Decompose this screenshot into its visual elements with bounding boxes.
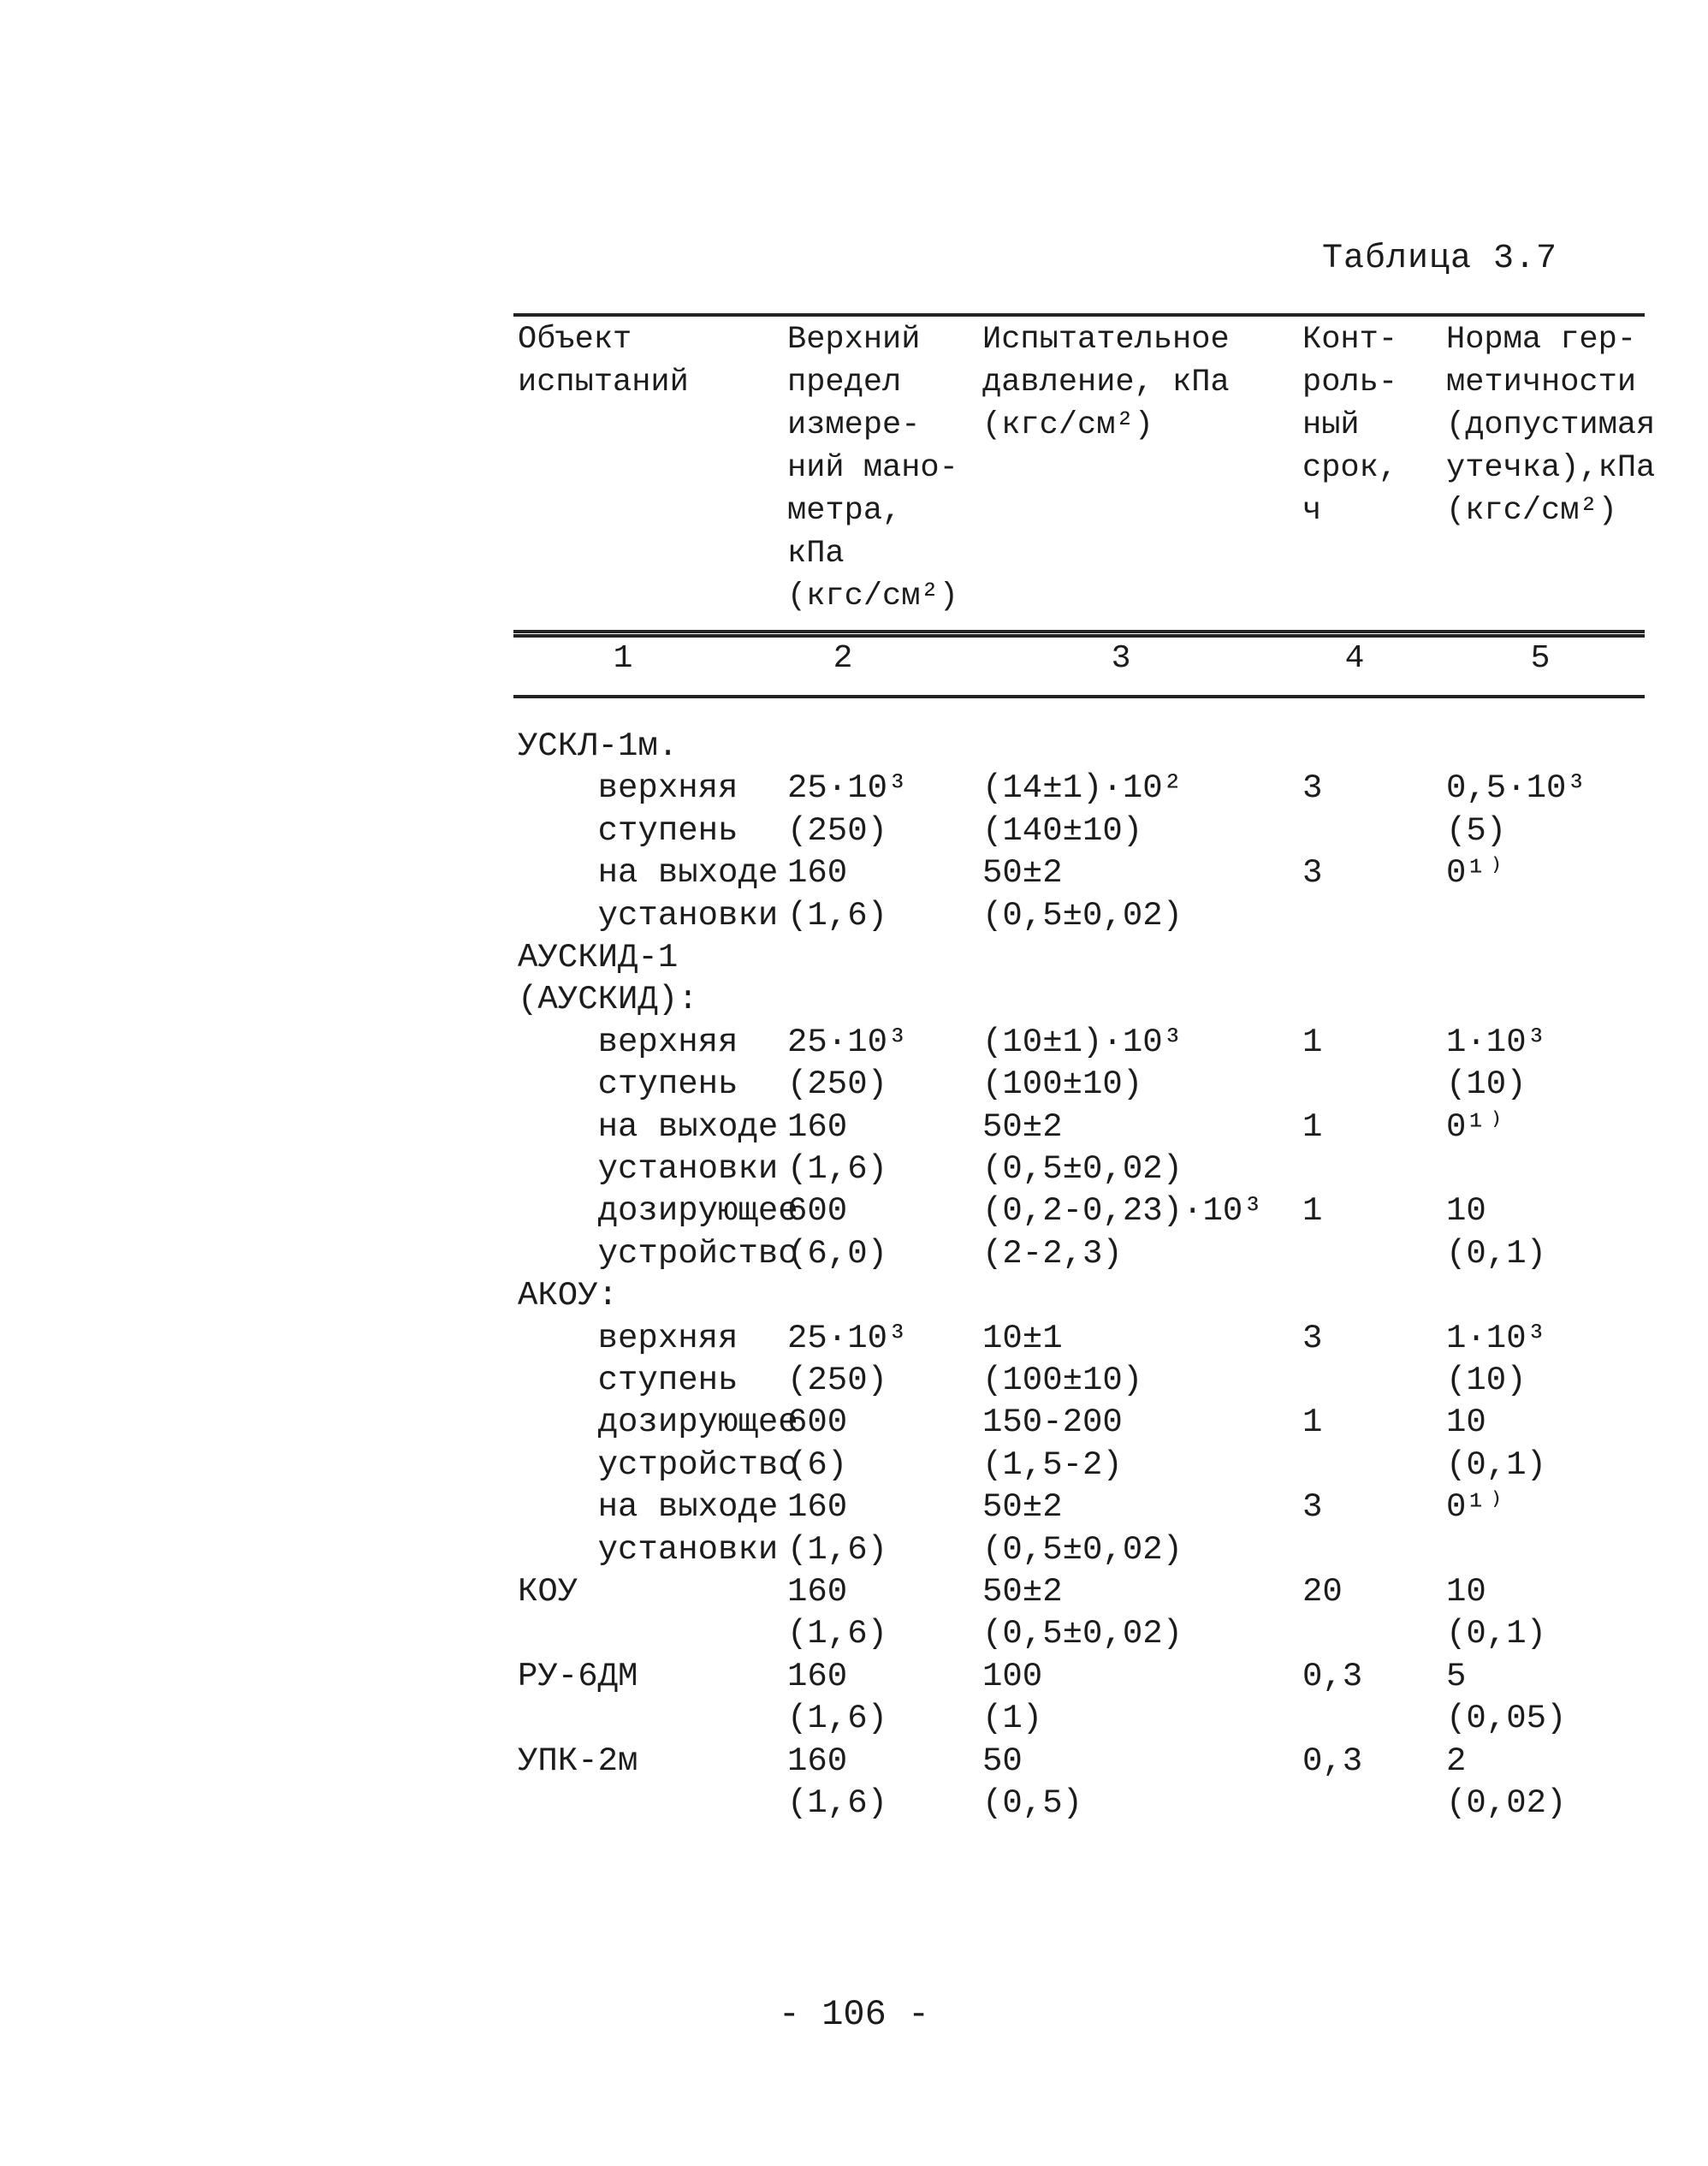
- cell-leak-norm: 1·10³: [1446, 1023, 1547, 1061]
- cell-upper-limit: 160: [787, 854, 848, 893]
- header-bottom-rule: [513, 630, 1645, 633]
- cell-leak-norm: (0,05): [1446, 1700, 1567, 1738]
- cell-object: на выходе: [518, 1488, 779, 1527]
- cell-control-time: 1: [1302, 1192, 1323, 1231]
- cell-test-pressure: (0,5±0,02): [982, 1530, 1183, 1569]
- cell-object: устройство: [518, 1234, 798, 1273]
- cell-object: УПК-2м: [518, 1742, 638, 1780]
- cell-leak-norm: 10: [1446, 1573, 1486, 1611]
- table-top-rule: [513, 313, 1645, 317]
- cell-upper-limit: 25·10³: [787, 1023, 908, 1061]
- cell-test-pressure: 50±2: [982, 1107, 1063, 1146]
- cell-test-pressure: 100: [982, 1657, 1043, 1695]
- cell-test-pressure: (1): [982, 1700, 1043, 1738]
- cell-upper-limit: (1,6): [787, 1150, 888, 1188]
- cell-object: ступень: [518, 1065, 738, 1104]
- cell-test-pressure: 150-200: [982, 1403, 1123, 1442]
- cell-upper-limit: (1,6): [787, 896, 888, 935]
- cell-leak-norm: (0,1): [1446, 1234, 1547, 1273]
- header-upper-limit: Верхний предел измере- ний мано- метра, кПа (кгс/см²): [787, 322, 958, 614]
- header-bottom-rule-2: [513, 634, 1645, 638]
- cell-test-pressure: (100±10): [982, 1065, 1143, 1104]
- cell-object: дозирующее: [518, 1192, 798, 1231]
- cell-leak-norm: 0,5·10³: [1446, 769, 1586, 808]
- cell-leak-norm: (0,1): [1446, 1615, 1547, 1653]
- header-test-pressure: Испытательное давление, кПа (кгс/см²): [982, 322, 1230, 443]
- column-number-5: 5: [1530, 640, 1551, 677]
- header-object: Объект испытаний: [518, 322, 689, 401]
- cell-test-pressure: (0,5±0,02): [982, 1615, 1183, 1653]
- page-number: - 106 -: [778, 1994, 930, 2035]
- cell-object: АКОУ:: [518, 1277, 619, 1315]
- cell-test-pressure: (0,5±0,02): [982, 1150, 1183, 1188]
- cell-object: установки: [518, 1530, 779, 1569]
- cell-test-pressure: (1,5-2): [982, 1445, 1123, 1484]
- cell-object: ступень: [518, 811, 738, 850]
- cell-upper-limit: 600: [787, 1403, 848, 1442]
- cell-control-time: 1: [1302, 1023, 1323, 1061]
- cell-object: РУ-6ДМ: [518, 1657, 638, 1695]
- cell-object: КОУ: [518, 1573, 578, 1611]
- cell-test-pressure: (0,5±0,02): [982, 896, 1183, 935]
- cell-upper-limit: 160: [787, 1488, 848, 1527]
- column-number-1: 1: [613, 640, 633, 677]
- cell-upper-limit: 25·10³: [787, 1319, 908, 1357]
- cell-control-time: 0,3: [1302, 1657, 1363, 1695]
- cell-control-time: 0,3: [1302, 1742, 1363, 1780]
- cell-test-pressure: 50: [982, 1742, 1023, 1780]
- cell-leak-norm: 0¹⁾: [1446, 1107, 1507, 1146]
- cell-leak-norm: 5: [1446, 1657, 1467, 1695]
- cell-test-pressure: (100±10): [982, 1362, 1143, 1399]
- cell-leak-norm: (10): [1446, 1065, 1527, 1104]
- cell-object: верхняя: [518, 1023, 738, 1061]
- cell-test-pressure: (10±1)·10³: [982, 1023, 1183, 1061]
- cell-upper-limit: 160: [787, 1657, 848, 1695]
- cell-test-pressure: 50±2: [982, 1573, 1063, 1611]
- cell-control-time: 3: [1302, 854, 1323, 893]
- cell-object: на выходе: [518, 1107, 779, 1146]
- cell-control-time: 1: [1302, 1403, 1323, 1442]
- cell-control-time: 1: [1302, 1107, 1323, 1146]
- cell-object: установки: [518, 1150, 779, 1188]
- header-leak-norm: Норма гер- метичности (допустимая утечка),кПа (кгс/см²): [1446, 322, 1656, 529]
- cell-test-pressure: (0,5): [982, 1784, 1083, 1822]
- cell-object: верхняя: [518, 1319, 738, 1357]
- cell-test-pressure: (2-2,3): [982, 1234, 1123, 1273]
- cell-control-time: 20: [1302, 1573, 1343, 1611]
- cell-leak-norm: 10: [1446, 1192, 1486, 1231]
- cell-object: установки: [518, 896, 779, 935]
- cell-leak-norm: (10): [1446, 1362, 1527, 1399]
- cell-upper-limit: (250): [787, 1065, 888, 1104]
- cell-upper-limit: (1,6): [787, 1615, 888, 1653]
- cell-control-time: 3: [1302, 1488, 1323, 1527]
- cell-upper-limit: 160: [787, 1107, 848, 1146]
- cell-control-time: 3: [1302, 1319, 1323, 1357]
- column-number-2: 2: [833, 640, 853, 677]
- cell-leak-norm: (0,1): [1446, 1445, 1547, 1484]
- table-caption: Таблица 3.7: [1322, 240, 1558, 278]
- cell-leak-norm: 0¹⁾: [1446, 1488, 1507, 1527]
- cell-upper-limit: (6): [787, 1445, 848, 1484]
- cell-object: АУСКИД-1: [518, 939, 679, 976]
- column-number-3: 3: [1111, 640, 1131, 677]
- cell-test-pressure: 50±2: [982, 1488, 1063, 1527]
- cell-object: ступень: [518, 1362, 738, 1399]
- cell-object: (АУСКИД):: [518, 981, 698, 1019]
- cell-leak-norm: 1·10³: [1446, 1319, 1547, 1357]
- cell-test-pressure: 10±1: [982, 1319, 1063, 1357]
- cell-control-time: 3: [1302, 769, 1323, 808]
- column-number-rule: [513, 695, 1645, 698]
- cell-test-pressure: (0,2-0,23)·10³: [982, 1192, 1263, 1231]
- cell-object: УСКЛ-1м.: [518, 727, 679, 765]
- cell-leak-norm: (5): [1446, 811, 1507, 850]
- cell-upper-limit: 160: [787, 1573, 848, 1611]
- cell-upper-limit: (1,6): [787, 1530, 888, 1569]
- cell-object: устройство: [518, 1445, 798, 1484]
- cell-object: дозирующее: [518, 1403, 798, 1442]
- cell-leak-norm: 2: [1446, 1742, 1467, 1780]
- column-number-4: 4: [1344, 640, 1365, 677]
- cell-upper-limit: 160: [787, 1742, 848, 1780]
- cell-test-pressure: 50±2: [982, 854, 1063, 893]
- cell-upper-limit: (250): [787, 811, 888, 850]
- cell-upper-limit: (6,0): [787, 1234, 888, 1273]
- cell-test-pressure: (140±10): [982, 811, 1143, 850]
- cell-upper-limit: 600: [787, 1192, 848, 1231]
- cell-upper-limit: (250): [787, 1362, 888, 1399]
- cell-leak-norm: 0¹⁾: [1446, 854, 1507, 893]
- cell-upper-limit: (1,6): [787, 1784, 888, 1822]
- cell-test-pressure: (14±1)·10²: [982, 769, 1183, 808]
- cell-upper-limit: (1,6): [787, 1700, 888, 1738]
- cell-leak-norm: (0,02): [1446, 1784, 1567, 1822]
- cell-object: верхняя: [518, 769, 738, 808]
- cell-upper-limit: 25·10³: [787, 769, 908, 808]
- cell-object: на выходе: [518, 854, 779, 893]
- header-control-time: Конт- роль- ный срок, ч: [1302, 322, 1398, 529]
- cell-leak-norm: 10: [1446, 1403, 1486, 1442]
